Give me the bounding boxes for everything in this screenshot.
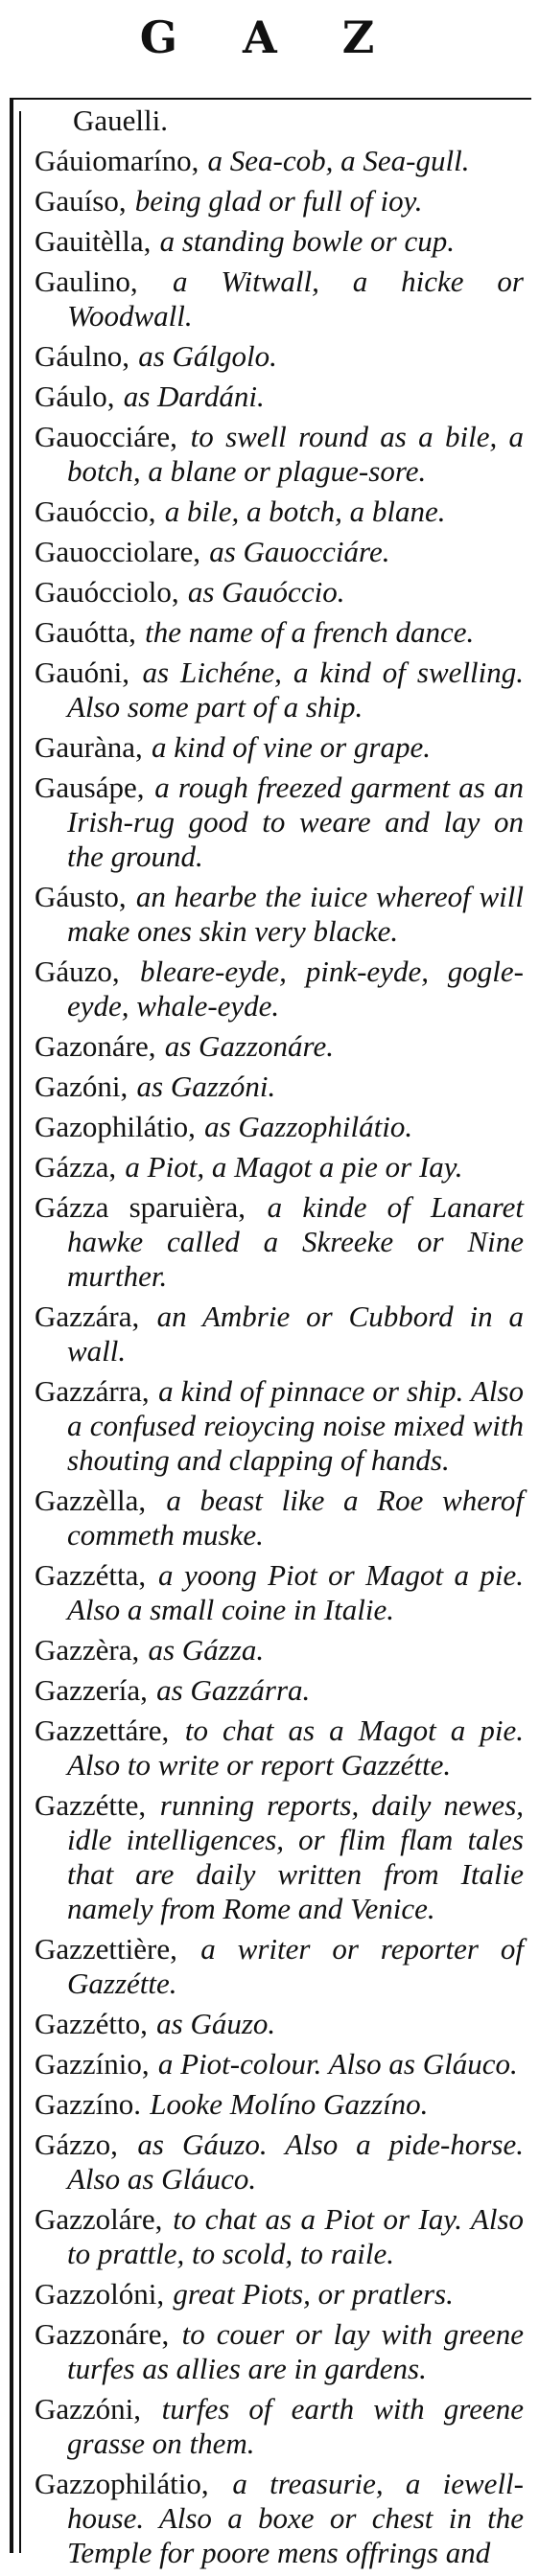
dictionary-entry: [35, 1633, 524, 1668]
entry-definition: a bile, a botch, a blane.: [164, 494, 446, 528]
dictionary-entry: [35, 494, 524, 529]
dictionary-entry: [35, 264, 524, 334]
entry-headword: Gauocciáre,: [35, 420, 177, 453]
entry-definition: as Dardáni.: [123, 380, 265, 413]
entry-headword: Gauóni,: [35, 656, 130, 689]
entry-headword: Gaulino,: [35, 264, 138, 298]
dictionary-entry: [35, 2087, 524, 2122]
dictionary-entry: [35, 880, 524, 949]
entry-headword: Gazzínio,: [35, 2047, 150, 2081]
dictionary-entry: [35, 1300, 524, 1368]
dictionary-entry: [35, 1029, 524, 1064]
entry-definition: a Witwall, a hicke or Woodwall.: [67, 264, 524, 333]
entry-definition: running reports, daily newes, idle intelligences, or flim flam tales that are daily written from Italie namely from Rome and Venice.: [67, 1788, 525, 1925]
entry-definition: turfes of earth with greene grasse on them.: [67, 2392, 524, 2460]
dictionary-entry: [35, 2047, 524, 2082]
entry-headword: Gáusto,: [35, 880, 127, 913]
dictionary-entry: [35, 1374, 524, 1478]
dictionary-entry: [35, 144, 524, 178]
entry-definition: a kind of pinnace or ship. Also a confused reioycing noise mixed with shouting and clapping of hands.: [67, 1374, 524, 1477]
entry-headword: Gazzophilátio,: [35, 2467, 209, 2500]
dictionary-entry: [35, 1932, 524, 2001]
dictionary-entry: [35, 2202, 524, 2271]
entry-definition: to couer or lay with greene turfes as allies are in gardens.: [67, 2317, 524, 2385]
entry-headword: Gauóccio,: [35, 494, 156, 528]
entry-definition: to swell round as a bile, a botch, a blane or plague-sore.: [67, 420, 525, 488]
entry-definition: as Gálgolo.: [138, 339, 277, 373]
entry-definition: as Gazzophilátio.: [204, 1110, 413, 1143]
entry-definition: as Gauóccio.: [187, 575, 345, 609]
entry-headword: Gauitèlla,: [35, 224, 152, 258]
dictionary-entry: [35, 2277, 524, 2312]
entry-headword: Gazzettáre,: [35, 1714, 170, 1747]
entry-headword: Gáuiomaríno,: [35, 144, 199, 177]
entry-definition: a beast like a Roe wherof commeth muske.: [67, 1484, 524, 1552]
dictionary-entry: [35, 2007, 524, 2041]
entry-headword: Gazzèra,: [35, 1633, 140, 1667]
entry-definition: as Gázza.: [148, 1633, 265, 1667]
entry-definition: as Gazzonáre.: [164, 1029, 334, 1063]
entry-headword: Gazzétta,: [35, 1558, 147, 1592]
entry-definition: an Ambrie or Cubbord in a wall.: [67, 1300, 525, 1368]
dictionary-entry: [35, 656, 524, 724]
entry-headword: Gazzárra,: [35, 1374, 150, 1408]
entry-headword: Gazóni,: [35, 1070, 129, 1103]
dictionary-entry: [35, 1190, 524, 1294]
entry-headword: Gauócciolo,: [35, 575, 179, 609]
dictionary-entry: [35, 1070, 524, 1104]
entry-headword: Gazzíno.: [35, 2087, 142, 2121]
dictionary-entry: [35, 1788, 524, 1926]
entry-headword: Gauelli.: [73, 104, 168, 137]
entry-headword: Gáulno,: [35, 339, 130, 373]
dictionary-entry: [35, 535, 524, 569]
entry-headword: Gazzóni,: [35, 2392, 142, 2426]
entry-headword: Gazzería,: [35, 1673, 148, 1707]
running-head: G A Z: [139, 12, 400, 63]
entry-headword: Gauíso,: [35, 184, 127, 218]
entry-definition: to chat as a Magot a pie. Also to write or report Gazzétte.: [67, 1714, 525, 1782]
entry-definition: as Gazzóni.: [136, 1070, 276, 1103]
dictionary-entry: [35, 730, 524, 765]
entry-headword: Gauràna,: [35, 730, 143, 764]
entry-headword: Gázzo,: [35, 2128, 118, 2161]
dictionary-entry: [35, 954, 524, 1024]
entry-definition: a yoong Piot or Magot a pie. Also a small coine in Italie.: [67, 1558, 525, 1626]
entry-definition: a Piot, a Magot a pie or Iay.: [125, 1150, 463, 1184]
entry-definition: being glad or full of ioy.: [134, 184, 423, 218]
entry-headword: Gazzára,: [35, 1300, 140, 1333]
entry-headword: Gazzétte,: [35, 1788, 147, 1822]
entry-definition: bleare-eyde, pink-eyde, gogle-eyde, whale-eyde.: [67, 954, 524, 1023]
entry-definition: great Piots, or pratlers.: [173, 2277, 454, 2311]
entry-headword: Gázza,: [35, 1150, 117, 1184]
entry-headword: Gazonáre,: [35, 1029, 156, 1063]
entry-definition: as Gáuzo.: [156, 2007, 276, 2040]
dictionary-entry: [35, 2467, 524, 2570]
entry-definition: a kind of vine or grape.: [151, 730, 431, 764]
dictionary-entry: [35, 2392, 524, 2461]
dictionary-entry: [35, 339, 524, 374]
entry-headword: Gáulo,: [35, 380, 115, 413]
entry-definition: the name of a french dance.: [145, 615, 475, 649]
dictionary-entry: [35, 2128, 524, 2196]
dictionary-entry: [35, 420, 524, 489]
dictionary-entry: [35, 1558, 524, 1627]
entry-definition: to chat as a Piot or Iay. Also to prattle, to scold, to raile.: [67, 2202, 525, 2270]
dictionary-entry: [35, 1150, 524, 1184]
entry-headword: Gauótta,: [35, 615, 136, 649]
dictionary-entry: [35, 1110, 524, 1144]
entry-definition: an hearbe the iuice whereof will make ones skin very blacke.: [67, 880, 525, 948]
entry-definition: as Gauocciáre.: [209, 535, 390, 568]
entry-headword: Gausápe,: [35, 770, 145, 804]
entry-headword: Gauocciolare,: [35, 535, 200, 568]
entry-definition: a writer or reporter of Gazzétte.: [67, 1932, 524, 2000]
entry-headword: Gazzétto,: [35, 2007, 148, 2040]
entry-headword: Gazzettière,: [35, 1932, 177, 1966]
dictionary-entry: [35, 184, 524, 218]
entry-definition: as Gáuzo. Also a pide-horse. Also as Gláuco.: [67, 2128, 525, 2196]
dictionary-entry: [35, 380, 524, 414]
dictionary-entry: [35, 615, 524, 650]
entry-headword: Gazzèlla,: [35, 1484, 147, 1517]
dictionary-entries: [35, 104, 524, 2576]
entry-headword: Gazzonáre,: [35, 2317, 170, 2351]
entry-definition: a standing bowle or cup.: [159, 224, 456, 258]
entry-definition: as Gazzárra.: [156, 1673, 311, 1707]
entry-headword: Gazophilátio,: [35, 1110, 196, 1143]
entry-headword: Gáuzo,: [35, 954, 120, 988]
dictionary-entry: [35, 1673, 524, 1708]
entry-definition: a Piot-colour. Also as Gláuco.: [157, 2047, 518, 2081]
dictionary-entry: [35, 104, 524, 138]
dictionary-entry: [35, 575, 524, 610]
dictionary-entry: [35, 1484, 524, 1552]
entry-headword: Gázza sparuièra,: [35, 1190, 246, 1224]
dictionary-entry: [35, 770, 524, 874]
entry-definition: a Sea-cob, a Sea-gull.: [207, 144, 470, 177]
entry-definition: a kinde of Lanaret hawke called a Skreeke or Nine murther.: [67, 1190, 525, 1293]
entry-definition: as Lichéne, a kind of swelling. Also some part of a ship.: [67, 656, 524, 724]
entry-definition: a treasurie, a iewell-house. Also a boxe or chest in the Temple for poore mens offrings and: [67, 2467, 524, 2569]
entry-definition: a rough freezed garment as an Irish-rug good to weare and lay on the ground.: [67, 770, 525, 873]
dictionary-entry: [35, 2317, 524, 2386]
entry-definition: Looke Molíno Gazzíno.: [150, 2087, 429, 2121]
entry-headword: Gazzolóni,: [35, 2277, 165, 2311]
dictionary-entry: [35, 1714, 524, 1782]
entry-headword: Gazzoláre,: [35, 2202, 163, 2236]
dictionary-entry: [35, 224, 524, 259]
